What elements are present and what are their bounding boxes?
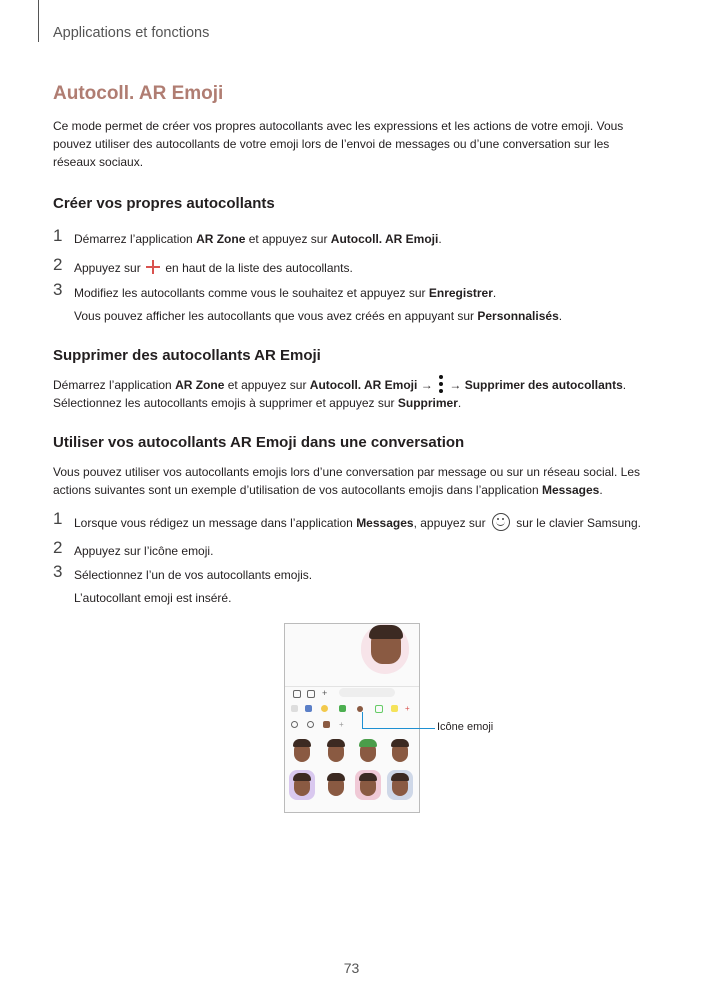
use-paragraph-line-2: actions suivantes sont un exemple d’utilisation de vos autocollants emojis dans l’application Messages.: [53, 483, 603, 497]
step-note: Vous pouvez afficher les autocollants que vous avez créés en appuyant sur Personnalisés.: [74, 309, 563, 323]
page-number: 73: [343, 960, 360, 976]
step-text: Démarrez l’application AR Zone et appuyez sur Autocoll. AR Emoji.: [74, 232, 442, 246]
keyboard-icon: [291, 705, 298, 712]
add-icon: +: [322, 688, 328, 698]
message-field: [339, 688, 395, 697]
delete-line-2: Sélectionnez les autocollants emojis à supprimer et appuyez sur Supprimer.: [53, 396, 462, 410]
sticker: [355, 736, 381, 766]
image-icon: [293, 690, 301, 698]
step-number: 1: [53, 226, 63, 245]
sticker: [289, 736, 315, 766]
sticker: [387, 770, 413, 800]
section-header: Applications et fonctions: [53, 25, 210, 41]
heading-delete: Supprimer des autocollants AR Emoji: [53, 347, 321, 364]
sticker: [289, 770, 315, 800]
heading-create: Créer vos propres autocollants: [53, 195, 275, 212]
phone-screenshot: [284, 623, 420, 813]
step-text: Appuyez sur l’icône emoji.: [74, 544, 214, 558]
callout-label: Icône emoji: [437, 721, 494, 733]
more-options-icon: [438, 375, 444, 393]
gif-icon: [339, 705, 346, 712]
recent-icon: [307, 721, 314, 728]
keyboard-toolbar: [285, 702, 419, 716]
sticker: [323, 736, 349, 766]
step-number: 2: [53, 255, 63, 274]
search-icon: [291, 721, 298, 728]
emoji-icon: [492, 513, 510, 531]
step-text: Modifiez les autocollants comme vous le souhaitez et appuyez sur Enregistrer.: [74, 286, 497, 300]
step-text: Lorsque vous rédigez un message dans l’application Messages, appuyez sur sur le clavier Samsung.: [74, 513, 641, 532]
sticker-categories: [285, 718, 419, 732]
sticker-grid: [285, 734, 419, 812]
callout-line: [362, 712, 363, 729]
step-number: 3: [53, 280, 63, 299]
camera-icon: [307, 690, 315, 698]
intro-paragraph: Ce mode permet de créer vos propres autocollants avec les expressions et les actions de votre emoji. Vous pouvez utiliser des autocollants de votre emoji lors de l’envoi de messages ou d’une conversation sur les réseaux sociaux.: [53, 119, 624, 169]
sticker: [323, 770, 349, 800]
step-number: 1: [53, 509, 63, 528]
header-rule: [38, 0, 39, 42]
page-title: Autocoll. AR Emoji: [53, 83, 224, 104]
sticker: [355, 770, 381, 800]
step-number: 3: [53, 562, 63, 581]
add-sticker-icon: +: [339, 720, 344, 729]
use-paragraph-line-1: Vous pouvez utiliser vos autocollants emojis lors d’une conversation par message ou sur un réseau social. Les: [53, 465, 640, 479]
step-note: L’autocollant emoji est inséré.: [74, 591, 232, 605]
sticker: [387, 736, 413, 766]
sticker-icon: [375, 705, 383, 713]
delete-line-1: Démarrez l’application AR Zone et appuyez sur Autocoll. AR Emoji → → Supprimer des autocollants.: [53, 375, 653, 394]
step-text: Sélectionnez l’un de vos autocollants emojis.: [74, 568, 313, 582]
callout-line: [362, 728, 435, 729]
step-number: 2: [53, 538, 63, 557]
avatar-icon: [323, 721, 330, 728]
home-icon: [305, 705, 312, 712]
add-icon: [146, 260, 160, 274]
note-icon: [391, 705, 398, 712]
smiley-icon: [321, 705, 328, 712]
heading-use: Utiliser vos autocollants AR Emoji dans une conversation: [53, 434, 465, 451]
sent-sticker-hair: [369, 625, 403, 639]
plus-icon: +: [405, 704, 410, 713]
step-text: Appuyez sur en haut de la liste des autocollants.: [74, 261, 353, 275]
